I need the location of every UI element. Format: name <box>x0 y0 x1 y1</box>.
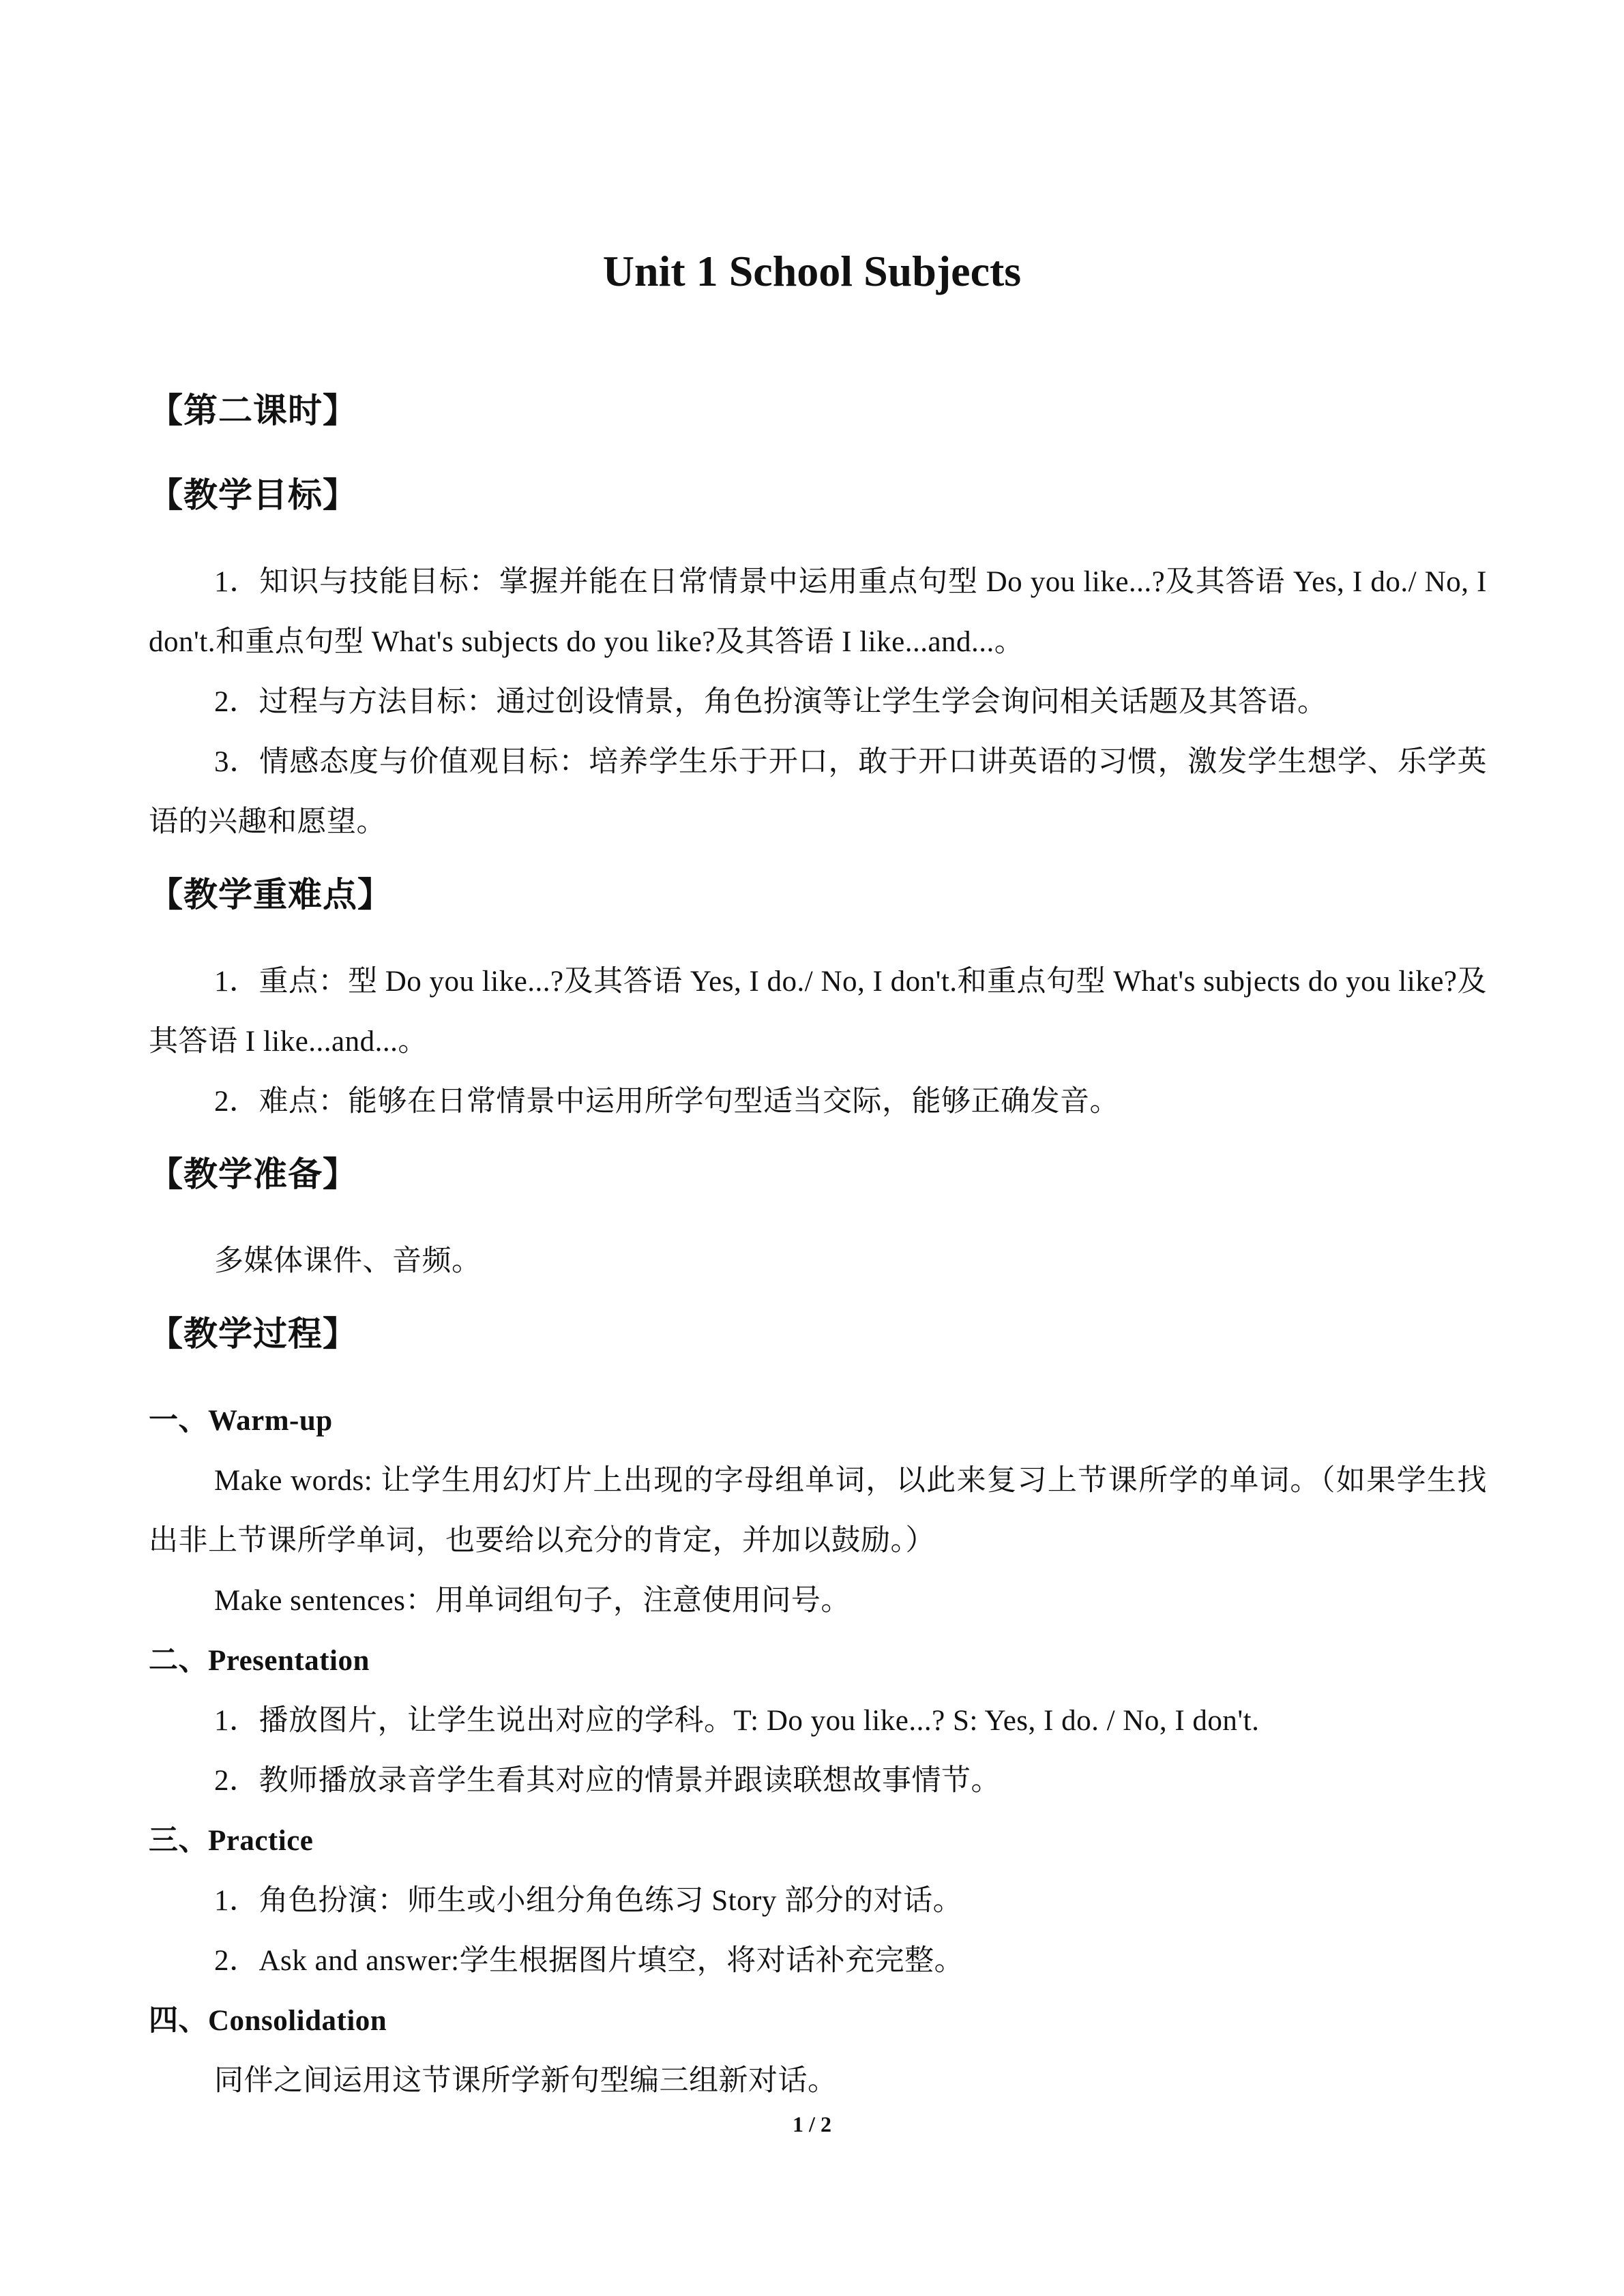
document-body <box>149 368 1487 2111</box>
objectives-heading: 【教学目标】 <box>149 475 357 515</box>
objective-item: 1．知识与技能目标：掌握并能在日常情景中运用重点句型 Do you like...?及其答语 Yes, I do./ No, I don't.和重点句型 What's subjects do you like?及其答语 I like...and...。 <box>149 566 1487 658</box>
period-heading: 【第二课时】 <box>149 391 357 430</box>
step-paragraph: 2．Ask and answer:学生根据图片填空，将对话补充完整。 <box>214 1945 964 1977</box>
page-number: 1 / 2 <box>793 2112 831 2136</box>
preparation-text: 多媒体课件、音频。 <box>214 1245 482 1277</box>
process-heading: 【教学过程】 <box>149 1314 357 1354</box>
key-point-item: 2．难点：能够在日常情景中运用所学句型适当交际，能够正确发音。 <box>214 1086 1119 1118</box>
step-paragraph: 2．教师播放录音学生看其对应的情景并跟读联想故事情节。 <box>214 1765 1001 1797</box>
step-paragraph: Make sentences：用单词组句子，注意使用问号。 <box>214 1585 851 1617</box>
key-points-heading: 【教学重难点】 <box>149 875 392 914</box>
step-paragraph: 1．播放图片，让学生说出对应的学科。T: Do you like...? S: Yes, I do. / No, I don't. <box>214 1705 1260 1737</box>
step-paragraph: 同伴之间运用这节课所学新句型编三组新对话。 <box>214 2065 838 2097</box>
document-title: Unit 1 School Subjects <box>602 246 1022 295</box>
step-title-presentation: 二、Presentation <box>149 1645 370 1677</box>
step-title-warm-up: 一、Warm-up <box>149 1405 333 1437</box>
step-paragraph: Make words: 让学生用幻灯片上出现的字母组单词，以此来复习上节课所学的单词。（如果学生找出非上节课所学单词，也要给以充分的肯定，并加以鼓励。） <box>149 1465 1487 1557</box>
objective-item: 3．情感态度与价值观目标：培养学生乐于开口，敢于开口讲英语的习惯，激发学生想学、乐学英语的兴趣和愿望。 <box>149 746 1487 838</box>
key-point-item: 1．重点：型 Do you like...?及其答语 Yes, I do./ No, I don't.和重点句型 What's subjects do you like?及其答语 I like...and...。 <box>149 966 1487 1058</box>
step-title-practice: 三、Practice <box>149 1825 314 1857</box>
preparation-heading: 【教学准备】 <box>149 1154 357 1194</box>
step-title-consolidation: 四、Consolidation <box>149 2005 387 2037</box>
objective-item: 2．过程与方法目标：通过创设情景，角色扮演等让学生学会询问相关话题及其答语。 <box>214 686 1327 718</box>
step-paragraph: 1．角色扮演：师生或小组分角色练习 Story 部分的对话。 <box>214 1885 963 1917</box>
